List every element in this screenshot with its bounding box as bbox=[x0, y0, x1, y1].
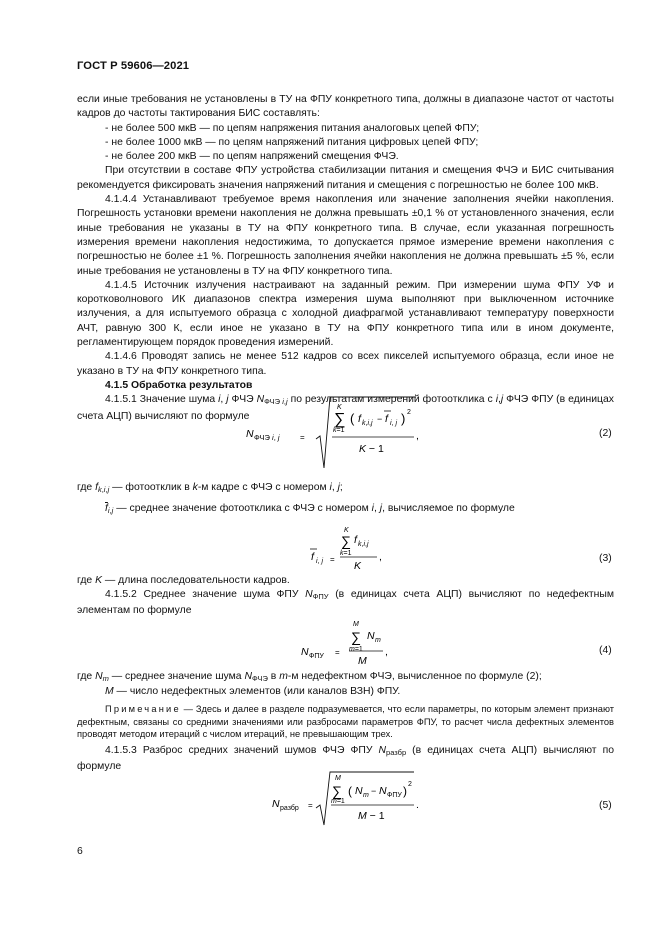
svg-text:K: K bbox=[337, 404, 342, 411]
svg-text:K − 1: K − 1 bbox=[359, 443, 384, 455]
svg-text:M: M bbox=[353, 621, 359, 628]
svg-text:∑: ∑ bbox=[341, 533, 351, 549]
svg-text:∑: ∑ bbox=[334, 411, 346, 428]
svg-text:k=1: k=1 bbox=[340, 550, 352, 557]
where-fbar: $\overline{f}_{i,j}$ — среднее значение фотоотклика с ФЧЭ с номером i, j, вычисляемое по формуле bbox=[105, 503, 515, 515]
svg-text:N: N bbox=[246, 428, 254, 440]
paragraph-4153: 4.1.5.3 Разброс средних значений шумов ФЧЭ ФПУ $N_{разбр}$ (в единицах счета АЦП) вычисляют по формуле bbox=[77, 745, 614, 773]
svg-text:f: f bbox=[358, 413, 361, 425]
standard-header: ГОСТ Р 59606—2021 bbox=[77, 60, 190, 72]
note-block: Примечание — Здесь и далее в разделе подразумевается, что если параметры, по которым элемент признают дефектным, связаны со средними значениями или разбросами параметров ФПУ, то расчет числа дефектных элементов проводят методом итераций с числом итераций, не превышающим трех. bbox=[77, 704, 614, 740]
svg-text:,: , bbox=[385, 646, 388, 658]
paragraph-4152: 4.1.5.2 Среднее значение шума ФПУ $N_{ФПУ}$ (в единицах счета АЦП) вычисляют по недефектным элементам по формуле bbox=[77, 589, 615, 617]
paragraph: 4.1.4.5 Источник излучения настраивают на заданный режим. При измерении шума ФПУ УФ и коротковолнового ИК диапазонов спектра измерения шума выполняют при выключенном источнике излучения, а для испытуемого образца с холодной диафрагмой устанавливают температуру поверхности АЧТ, равную 300 К, если иное не указано в ТУ на ФПУ конкретного типа или в ином документе, регламентирующем порядок проведения измерений. bbox=[77, 279, 614, 349]
svg-text:N: N bbox=[379, 785, 387, 797]
paragraph: 4.1.4.6 Проводят запись не менее 512 кадров со всех пикселей испытуемого образца, если иное не указано в ТУ на ФПУ конкретного типа. bbox=[77, 351, 614, 377]
list-item: - не более 200 мкВ — по цепям напряжений смещения ФЧЭ. bbox=[105, 151, 399, 163]
svg-text:m: m bbox=[363, 792, 369, 799]
svg-text:m=1: m=1 bbox=[331, 798, 345, 805]
svg-text:∑: ∑ bbox=[332, 783, 342, 799]
svg-text:=: = bbox=[300, 433, 305, 442]
svg-text:=: = bbox=[308, 801, 313, 810]
svg-text:M: M bbox=[335, 775, 341, 782]
list-item: - не более 500 мкВ — по цепям напряжения питания аналоговых цепей ФПУ; bbox=[105, 122, 480, 134]
svg-text:−: − bbox=[377, 414, 383, 424]
svg-text:2: 2 bbox=[407, 409, 411, 416]
list-item: - не более 1000 мкВ — по цепям напряжений питания цифровых цепей ФПУ; bbox=[105, 136, 479, 148]
svg-text:.: . bbox=[416, 799, 419, 811]
svg-text:ФПУ: ФПУ bbox=[387, 792, 402, 799]
equation-number: (4) bbox=[599, 645, 612, 656]
paragraph: При отсутствии в составе ФПУ устройства стабилизации питания и смещения ФЧЭ и БИС считывания рекомендуется фиксировать значения напряжений питания и смещения с погрешностью не более 100 мкВ. bbox=[77, 165, 614, 191]
svg-text:i, j: i, j bbox=[390, 420, 398, 427]
svg-text:−: − bbox=[371, 786, 377, 796]
svg-text:k,i,j: k,i,j bbox=[358, 541, 369, 548]
paragraph: если иные требования не установлены в ТУ на ФПУ конкретного типа, должны в диапазоне частот от частоты кадров до частоты тактирования БИС составлять: bbox=[77, 94, 614, 120]
svg-text:N: N bbox=[272, 798, 280, 810]
equation-number: (5) bbox=[599, 800, 612, 811]
svg-text:2: 2 bbox=[408, 781, 412, 788]
where-Nm: где $N_m$ — среднее значение шума $N_{ФЧЭ}$ в m-м недефектном ФЧЭ, вычисленное по формуле (2); bbox=[77, 671, 542, 683]
formula-3 bbox=[305, 522, 405, 574]
text-block-1 bbox=[77, 93, 614, 424]
where-K: где K — длина последовательности кадров. bbox=[77, 575, 290, 586]
svg-text:M − 1: M − 1 bbox=[358, 810, 385, 822]
where-f: где $f_{k,i,j}$ — фотоотклик в k-м кадре с ФЧЭ с номером i, j; bbox=[77, 482, 343, 494]
svg-text:k=1: k=1 bbox=[333, 427, 345, 434]
equation-number: (2) bbox=[599, 428, 612, 439]
svg-text:): ) bbox=[403, 784, 407, 798]
svg-text:(: ( bbox=[350, 411, 355, 426]
page-number: 6 bbox=[77, 846, 83, 857]
svg-text:разбр: разбр bbox=[280, 805, 299, 812]
svg-text:,: , bbox=[379, 551, 382, 563]
svg-text:N: N bbox=[355, 785, 363, 797]
svg-text:(: ( bbox=[348, 784, 352, 798]
svg-text:ФПУ: ФПУ bbox=[309, 653, 324, 660]
equation-number: (3) bbox=[599, 553, 612, 564]
note-label: Примечание bbox=[105, 704, 181, 714]
formula-5 bbox=[268, 770, 428, 830]
svg-text:i, j: i, j bbox=[316, 558, 324, 565]
svg-text:m: m bbox=[375, 637, 381, 644]
svg-text:=: = bbox=[330, 555, 335, 564]
svg-text:,: , bbox=[416, 430, 419, 442]
svg-text:N: N bbox=[301, 646, 309, 658]
svg-text:∑: ∑ bbox=[351, 629, 361, 645]
paragraph: 4.1.5.1 Значение шума i, j ФЧЭ $N_{ФЧЭ i,j}$ по результатам измерений фотоотклика с i,j ФЧЭ ФПУ (в единицах счета АЦП) вычисляют по формуле bbox=[77, 394, 614, 422]
formula-2 bbox=[240, 394, 425, 476]
formula-4 bbox=[297, 618, 397, 668]
paragraph: 4.1.4.4 Устанавливают требуемое время накопления или значение заполнения ячейки накопления. Погрешность установки времени накопления не должна превышать ±0,1 % от установленного значения, если иные требования не указаны в ТУ на ФПУ конкретного типа. В случае, если указанная погрешность измерения времени накопления недостижима, то допускается прямое измерение времени накопления с погрешностью не более ±1 %. Погрешность заполнения ячейки накопления не должна превышать ±5 %, если иные требования не установлены в ТУ на ФПУ конкретного типа. bbox=[77, 194, 614, 277]
svg-text:ФЧЭ i, j: ФЧЭ i, j bbox=[254, 433, 280, 442]
svg-text:f: f bbox=[385, 413, 388, 425]
svg-text:M: M bbox=[358, 655, 367, 667]
svg-text:K: K bbox=[344, 527, 349, 534]
svg-text:N: N bbox=[367, 630, 375, 642]
svg-text:f: f bbox=[311, 551, 314, 563]
svg-text:k,i,j: k,i,j bbox=[362, 420, 373, 427]
svg-text:=: = bbox=[335, 648, 340, 657]
where-M: M — число недефектных элементов (или каналов ВЗН) ФПУ. bbox=[105, 686, 401, 697]
svg-text:f: f bbox=[354, 534, 357, 546]
svg-text:): ) bbox=[401, 411, 406, 426]
section-heading: 4.1.5 Обработка результатов bbox=[105, 379, 253, 391]
svg-text:K: K bbox=[354, 560, 362, 572]
svg-text:m=1: m=1 bbox=[349, 646, 363, 653]
